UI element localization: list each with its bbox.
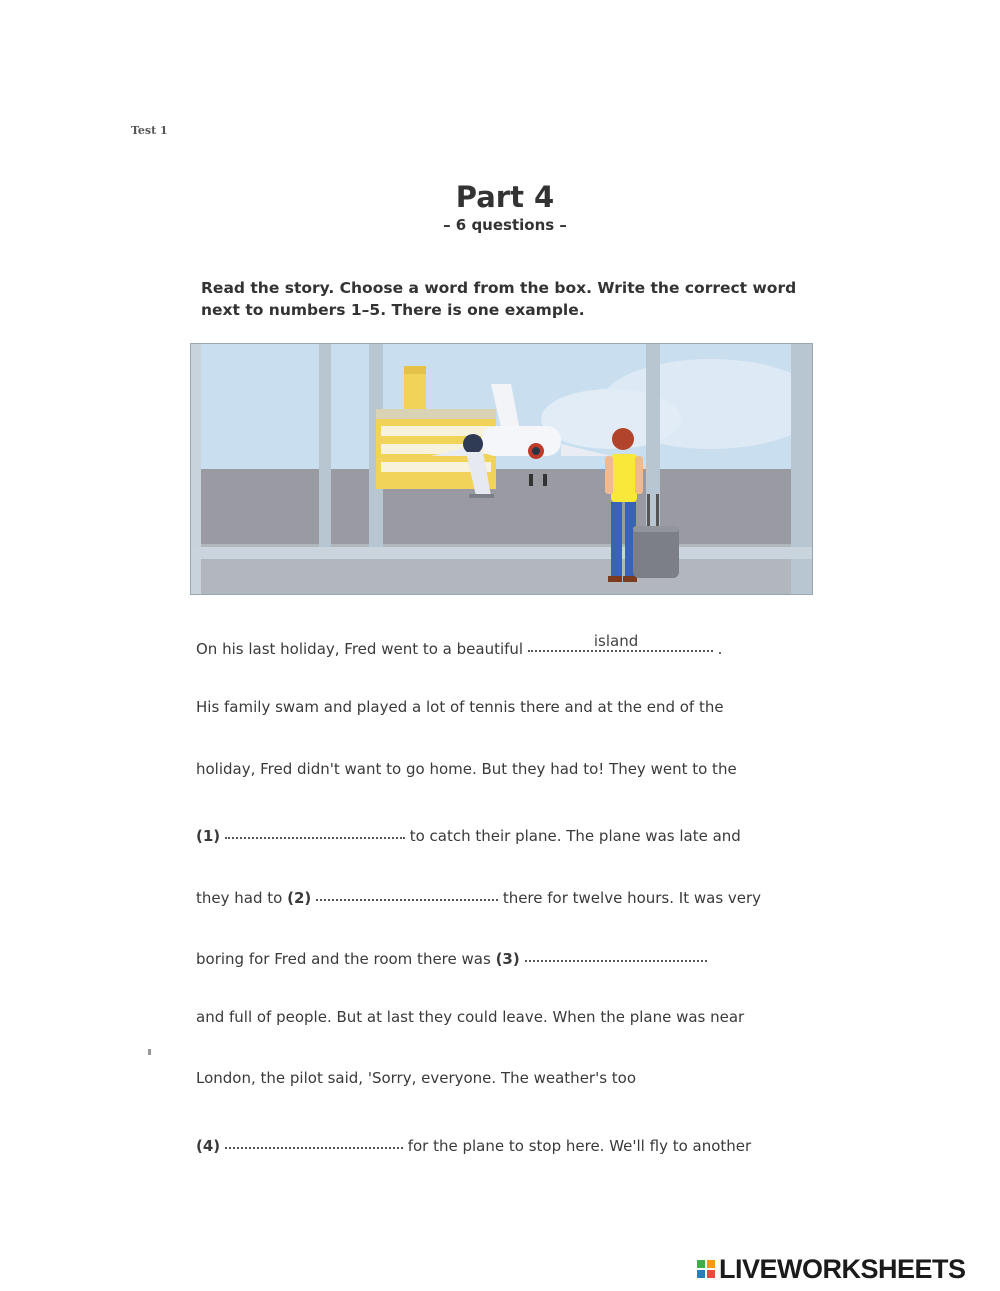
scan-mark: [148, 1049, 151, 1055]
story-line-9-text: for the plane to stop here. We'll fly to another: [407, 1137, 752, 1155]
answer-1-dotted-line: [225, 823, 405, 839]
story-line-5: [196, 883, 761, 907]
question-1-number: (1): [196, 827, 221, 845]
story-line-1: [196, 634, 722, 658]
example-answer: island: [593, 632, 639, 650]
story-line-5-after: there for twelve hours. It was very: [502, 889, 762, 907]
liveworksheets-logo: [697, 1254, 966, 1284]
test-label: Test 1: [131, 124, 168, 137]
airport-illustration: [190, 343, 813, 595]
story-line-6-before: boring for Fred and the room there was: [196, 950, 491, 968]
answer-4-dotted-line: [225, 1133, 403, 1149]
question-3-number: (3): [495, 950, 520, 968]
story-line-6: [196, 944, 707, 968]
answer-2-field[interactable]: [316, 883, 498, 903]
logo-text: LIVEWORKSHEETS: [719, 1253, 966, 1284]
story-line-1-end: .: [717, 640, 723, 658]
example-answer-field[interactable]: [528, 634, 713, 654]
answer-1-field[interactable]: [225, 821, 405, 841]
story-line-9: [196, 1131, 751, 1155]
story-line-4-text: to catch their plane. The plane was late and: [409, 827, 741, 845]
story-line-5-before: they had to: [196, 889, 283, 907]
question-4-number: (4): [196, 1137, 221, 1155]
answer-4-field[interactable]: [225, 1131, 403, 1151]
story-line-4: [196, 821, 741, 845]
page-title: Part 4: [455, 180, 555, 214]
story-line-2: His family swam and played a lot of tennis there and at the end of the: [196, 698, 724, 716]
story-line-1-text: On his last holiday, Fred went to a beautiful: [196, 640, 524, 658]
answer-2-dotted-line: [316, 885, 498, 901]
questions-count: – 6 questions –: [443, 216, 567, 234]
question-2-number: (2): [287, 889, 312, 907]
logo-icon: [697, 1260, 715, 1278]
story-line-7: and full of people. But at last they could leave. When the plane was near: [196, 1008, 745, 1026]
answer-3-dotted-line: [525, 946, 707, 962]
story-line-3: holiday, Fred didn't want to go home. But they had to! They went to the: [196, 760, 737, 778]
instructions-text: Read the story. Choose a word from the box. Write the correct word next to numbers 1–5. There is one example.: [201, 279, 797, 319]
answer-3-field[interactable]: [525, 944, 707, 964]
story-line-8: London, the pilot said, 'Sorry, everyone. The weather's too: [196, 1069, 637, 1087]
